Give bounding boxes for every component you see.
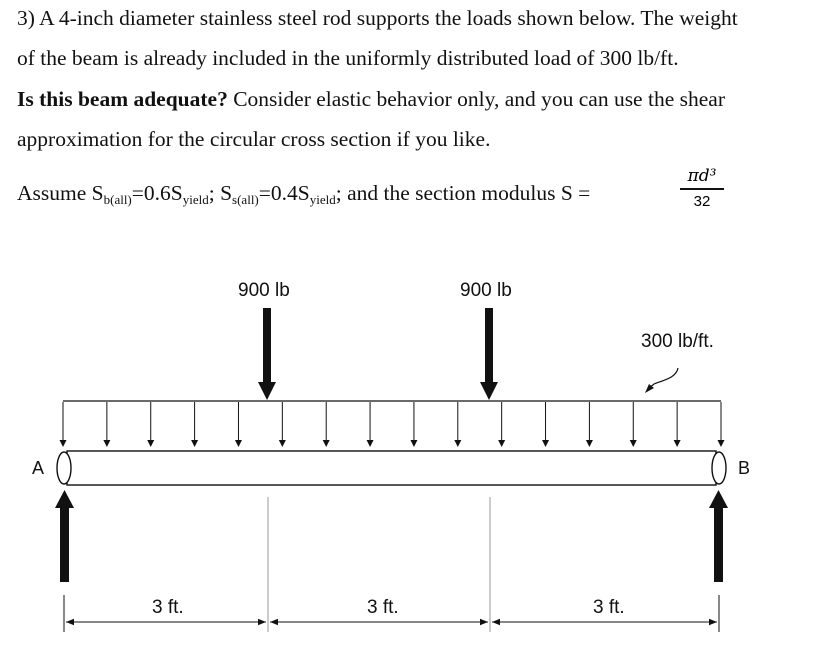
assume-prefix: Assume S	[17, 181, 104, 205]
fraction-denominator: 32	[693, 192, 711, 210]
distributed-load-arrowhead	[454, 440, 461, 447]
beam-rod	[67, 451, 716, 485]
point-load-arrowhead-1	[258, 382, 276, 400]
yield-subscript-1: yield	[182, 192, 209, 207]
distributed-load-arrowhead	[323, 440, 330, 447]
distributed-load-leader	[648, 368, 678, 389]
problem-line-2: of the beam is already included in the uniformly distributed load of 300 lb/ft.	[17, 46, 679, 70]
assume-separator: ; S	[208, 181, 233, 205]
adequacy-question: Is this beam adequate?	[17, 87, 228, 111]
support-label-b: B	[738, 458, 751, 478]
point-load-arrow-shaft-1	[263, 308, 271, 384]
distributed-load-arrowhead	[103, 440, 110, 447]
ss-subscript: s(all)	[232, 192, 259, 207]
section-modulus-label: ; and the section modulus S =	[335, 181, 591, 205]
distributed-load-arrowhead	[410, 440, 417, 447]
problem-line-4: approximation for the circular cross section if you like.	[17, 127, 491, 151]
distributed-load-arrowhead	[367, 440, 374, 447]
sb-subscript: b(all)	[103, 192, 132, 207]
distributed-load-arrowhead	[279, 440, 286, 447]
distributed-load-arrowhead	[191, 440, 198, 447]
problem-line-1: 3) A 4-inch diameter stainless steel rod supports the loads shown below. The weight	[17, 6, 738, 30]
point-load-label-1: 900 lb	[238, 280, 290, 301]
point-load-arrow-shaft-2	[485, 308, 493, 384]
distributed-load-arrowhead	[147, 440, 154, 447]
reaction-arrowhead-a	[55, 490, 74, 508]
span-label-1: 3 ft.	[152, 597, 184, 618]
fraction-numerator: πd³	[687, 166, 717, 186]
distributed-load-label: 300 lb/ft.	[641, 331, 714, 352]
beam-end-right	[712, 452, 726, 484]
reaction-arrow-shaft-b	[714, 506, 723, 582]
ss-equation: =0.4S	[258, 181, 310, 205]
distributed-load-arrowhead	[542, 440, 549, 447]
distributed-load-arrowhead	[586, 440, 593, 447]
yield-subscript-2: yield	[309, 192, 336, 207]
reaction-arrow-shaft-a	[60, 506, 69, 582]
distributed-load-arrowhead	[60, 440, 67, 447]
problem-line-3-rest: Consider elastic behavior only, and you can use the shear	[227, 87, 725, 111]
reaction-arrowhead-b	[709, 490, 728, 508]
distributed-load-arrowhead	[630, 440, 637, 447]
span-label-3: 3 ft.	[593, 597, 625, 618]
beam-end-left	[57, 452, 71, 484]
distributed-load-arrowhead	[718, 440, 725, 447]
distributed-load-arrows	[60, 402, 725, 447]
point-load-arrowhead-2	[480, 382, 498, 400]
support-label-a: A	[32, 458, 45, 478]
span-label-2: 3 ft.	[367, 597, 399, 618]
sb-equation: =0.6S	[131, 181, 183, 205]
point-load-label-2: 900 lb	[460, 280, 512, 301]
distributed-load-arrowhead	[674, 440, 681, 447]
distributed-load-arrowhead	[498, 440, 505, 447]
distributed-load-arrowhead	[235, 440, 242, 447]
